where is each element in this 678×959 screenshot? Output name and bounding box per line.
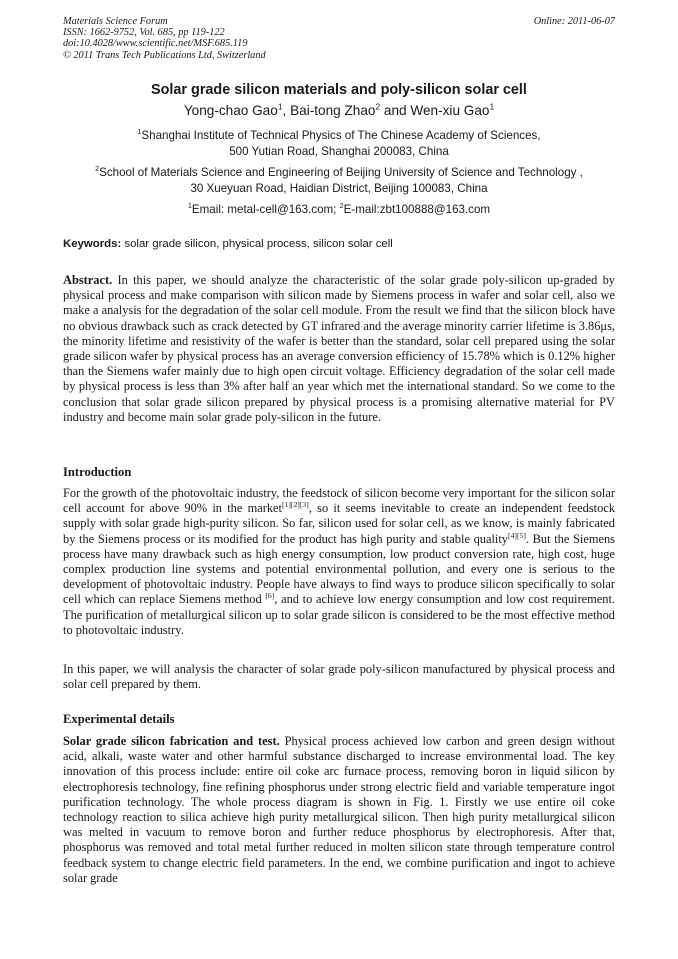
subsection-lead: Solar grade silicon fabrication and test. bbox=[63, 734, 280, 748]
author-separator: , bbox=[282, 103, 291, 118]
author-affiliation-mark: 1 bbox=[489, 101, 495, 112]
author-emails bbox=[60, 202, 618, 218]
section-heading-experimental: Experimental details bbox=[63, 712, 175, 726]
keywords-text: solar grade silicon, physical process, silicon solar cell bbox=[121, 238, 393, 250]
publication-header bbox=[63, 16, 615, 61]
author-name: Yong-chao Gao bbox=[183, 103, 278, 118]
abstract-text: In this paper, we should analyze the characteristic of the solar grade poly-silicon up-graded by physical process and make comparison with silicon made by Siemens process in wafer and solar cell, also we make a analysis for the degradation of the solar cell module. From the result we find that the silicon block have no obvious drawback such as crack detected by GT infrared and the average minority carrier lifetime is 3.86μs, the minority lifetime and resistivity of the wafer is better than the standard, solar cell prepared using the solar grade silicon wafer by physical process has an average conversion efficiency of 15.78% which is 0.12% higher than the Siemens wafer mainly due to high open circuit voltage. Efficiency degradation of the solar cell made by physical process is less than 3% after half an year which met the international standard. So we come to the conclusion that solar grade silicon prepared by physical process is a promising alternative material for PV industry and become main solar grade poly-silicon in the future. bbox=[63, 273, 615, 424]
paper-title: Solar grade silicon materials and poly-silicon solar cell bbox=[151, 82, 527, 98]
affiliation-line: Shanghai Institute of Technical Physics of The Chinese Academy of Sciences, bbox=[141, 129, 541, 142]
email-1: Email: metal-cell@163.com; bbox=[191, 203, 340, 216]
citation: [1][2][3] bbox=[281, 500, 309, 510]
author-affiliation-mark: 2 bbox=[375, 101, 381, 112]
issn-line: ISSN: 1662-9752, Vol. 685, pp 119-122 bbox=[63, 27, 225, 39]
affiliation-mark: 1 bbox=[137, 127, 142, 137]
citation: [6] bbox=[265, 591, 275, 601]
intro-text: , so it seems inevitable to create an independent feedstock supply with solar grade high-purity silicon. So far, silicon used for solar cell, as we know, is mainly fabricated by the Siemens process or its modified for the product has high purity and stable quality bbox=[63, 501, 615, 546]
introduction-paragraph-1 bbox=[63, 486, 615, 638]
email-mark: 2 bbox=[339, 201, 344, 211]
affiliation-1 bbox=[60, 128, 618, 160]
experimental-text: Physical process achieved low carbon and green design without acid, alkali, waste water and other harmful substance discharged to increase environmental load. The key innovation of this process include: entire oil coke arc furnace process, removing boron in liquid silicon by electrophoresis technology, fine refining phosphorus under strong electric field and variable temperature ingot purification technology. The whole process diagram is shown in Fig. 1. Firstly we use entire oil coke technology reaction to silica achieve high purity metallurgical silicon. Then high purity metallurgical silicon was melted in vacuum to remove boron and further reduce phosphorus by electrophoresis. After that, phosphorus was removed and total metal further reduced in molten silicon state through temperature control feedback system to change electric field parameters. In the end, we combine purification and ingot to achieve solar grade bbox=[63, 734, 615, 885]
author-name: Wen-xiu Gao bbox=[410, 103, 490, 118]
email-mark: 1 bbox=[187, 201, 192, 211]
affiliation-line: School of Materials Science and Engineering of Beijing University of Science and Technology , bbox=[99, 166, 583, 179]
affiliation-mark: 2 bbox=[95, 164, 100, 174]
intro-text: , and to achieve low energy consumption and low cost requirement. The purification of metallurgical silicon up to solar grade silicon is considered to be the most effective method to photovoltaic industry. bbox=[63, 592, 615, 637]
intro-text: For the growth of the photovoltaic industry, the feedstock of silicon become very important for the silicon solar cell account for above 90% in the market bbox=[63, 486, 615, 516]
citation: [4][5] bbox=[508, 530, 526, 540]
email-2: E-mail:zbt100888@163.com bbox=[343, 203, 491, 216]
author-separator: and bbox=[380, 103, 411, 118]
keywords bbox=[63, 238, 615, 250]
keywords-label: Keywords: bbox=[63, 238, 122, 250]
affiliation-2 bbox=[60, 165, 618, 197]
affiliation-line: 500 Yutian Road, Shanghai 200083, China bbox=[229, 145, 449, 158]
affiliation-line: 30 Xueyuan Road, Haidian District, Beijing 100083, China bbox=[190, 182, 488, 195]
section-heading-introduction: Introduction bbox=[63, 465, 132, 479]
intro-text: . But the Siemens process have many drawback such as high energy consumption, low product conversion rate, high cost, huge complex production line systems and potential environmental pollution, and every one is serious to the development of photovoltaic industry. People have always to find ways to produce silicon specifically to solar cell which can replace Siemens method bbox=[63, 531, 616, 607]
author-name: Bai-tong Zhao bbox=[290, 103, 376, 118]
online-date: Online: 2011-06-07 bbox=[533, 16, 615, 27]
author-affiliation-mark: 1 bbox=[277, 101, 283, 112]
abstract bbox=[63, 273, 615, 425]
author-list bbox=[63, 103, 615, 118]
copyright-line: © 2011 Trans Tech Publications Ltd, Switzerland bbox=[63, 49, 266, 61]
doi-line: doi:10.4028/www.scientific.net/MSF.685.119 bbox=[63, 38, 248, 50]
abstract-label: Abstract. bbox=[63, 273, 113, 287]
introduction-paragraph-2: In this paper, we will analysis the character of solar grade poly-silicon manufactured by physical process and solar cell prepared by them. bbox=[63, 662, 615, 692]
experimental-paragraph bbox=[63, 734, 615, 886]
journal-name: Materials Science Forum bbox=[63, 16, 168, 27]
